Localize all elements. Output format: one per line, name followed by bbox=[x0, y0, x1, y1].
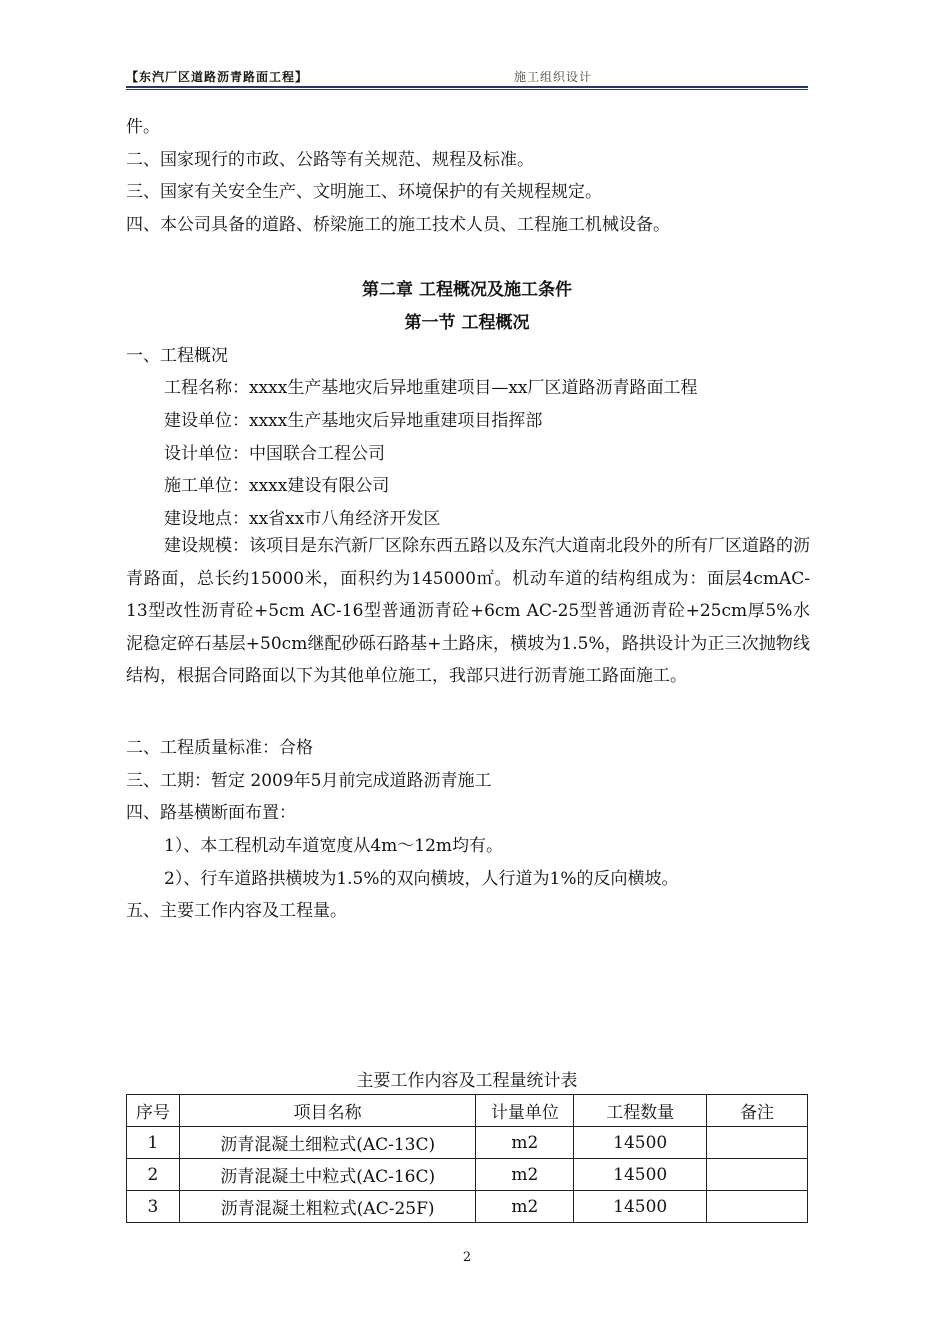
section-title: 第一节 工程概况 bbox=[404, 313, 530, 333]
table-cell: m2 bbox=[476, 1127, 574, 1159]
header-rule bbox=[126, 86, 808, 88]
table-cell: 3 bbox=[127, 1191, 180, 1223]
owner-unit: 建设单位：xxxx生产基地灾后异地重建项目指挥部 bbox=[164, 411, 543, 431]
construction-scale: 建设规模：该项目是东汽新厂区除东西五路以及东汽大道南北段外的所有厂区道路的沥青路面，总长约15000米，面积约为145000㎡。机动车道的结构组成为：面层4cmAC-13型改性沥青砼+5cm AC-16型普通沥青砼+6cm AC-25型普通沥青砼+25cm厚5%水泥稳定碎石基层+50cm继配砂砾石路基+土路床，横坡为1.5%，路拱设计为正三次抛物线结构，根据合同路面以下为其他单位施工，我部只进行沥青施工路面施工。 bbox=[126, 536, 810, 686]
cross-section-heading: 四、路基横断面布置： bbox=[126, 803, 296, 823]
intro-line-3: 三、国家有关安全生产、文明施工、环境保护的有关规程规定。 bbox=[126, 182, 602, 202]
table-cell: 14500 bbox=[574, 1127, 707, 1159]
overview-heading: 一、工程概况 bbox=[126, 346, 228, 366]
table-header-cell: 备注 bbox=[707, 1095, 808, 1127]
table-header-cell: 序号 bbox=[127, 1095, 180, 1127]
table-header-cell: 项目名称 bbox=[179, 1095, 476, 1127]
table-header-row bbox=[127, 1095, 808, 1127]
table-cell: 2 bbox=[127, 1159, 180, 1191]
project-name: 工程名称：xxxx生产基地灾后异地重建项目—xx厂区道路沥青路面工程 bbox=[164, 378, 698, 398]
table-row bbox=[127, 1127, 808, 1159]
work-content-heading: 五、主要工作内容及工程量。 bbox=[126, 901, 347, 921]
table-title: 主要工作内容及工程量统计表 bbox=[356, 1071, 578, 1091]
quantity-table bbox=[126, 1094, 808, 1223]
table-cell: 14500 bbox=[574, 1159, 707, 1191]
construction-period: 三、工期：暂定 2009年5月前完成道路沥青施工 bbox=[126, 771, 492, 791]
design-unit: 设计单位：中国联合工程公司 bbox=[164, 444, 385, 464]
quality-standard: 二、工程质量标准：合格 bbox=[126, 738, 313, 758]
header-rule-thin bbox=[126, 89, 808, 90]
table-header-cell: 计量单位 bbox=[476, 1095, 574, 1127]
table-cell bbox=[707, 1159, 808, 1191]
intro-line-1: 件。 bbox=[126, 117, 160, 137]
table-cell: 沥青混凝土粗粒式(AC-25F) bbox=[179, 1191, 476, 1223]
intro-line-2: 二、国家现行的市政、公路等有关规范、规程及标准。 bbox=[126, 150, 534, 170]
table-cell bbox=[707, 1191, 808, 1223]
header-document-type: 施工组织设计 bbox=[514, 70, 593, 84]
construction-site: 建设地点：xx省xx市八角经济开发区 bbox=[164, 509, 441, 529]
cross-section-item-2: 2）、行车道路拱横坡为1.5%的双向横坡，人行道为1%的反向横坡。 bbox=[164, 869, 679, 889]
table-header-cell: 工程数量 bbox=[574, 1095, 707, 1127]
intro-line-4: 四、本公司具备的道路、桥梁施工的施工技术人员、工程施工机械设备。 bbox=[126, 215, 670, 235]
cross-section-item-1: 1）、本工程机动车道宽度从4m～12m均有。 bbox=[164, 836, 504, 856]
table-cell: 1 bbox=[127, 1127, 180, 1159]
table-cell: 沥青混凝土中粒式(AC-16C) bbox=[179, 1159, 476, 1191]
header-project-title: 【东汽厂区道路沥青路面工程】 bbox=[126, 70, 309, 84]
table-row bbox=[127, 1159, 808, 1191]
construction-unit: 施工单位：xxxx建设有限公司 bbox=[164, 476, 390, 496]
chapter-title: 第二章 工程概况及施工条件 bbox=[362, 280, 572, 300]
table-cell: m2 bbox=[476, 1159, 574, 1191]
page-header bbox=[126, 66, 808, 88]
table-cell: 14500 bbox=[574, 1191, 707, 1223]
page-number: 2 bbox=[462, 1250, 472, 1265]
table-cell bbox=[707, 1127, 808, 1159]
table-row bbox=[127, 1191, 808, 1223]
table-cell: 沥青混凝土细粒式(AC-13C) bbox=[179, 1127, 476, 1159]
table-cell: m2 bbox=[476, 1191, 574, 1223]
